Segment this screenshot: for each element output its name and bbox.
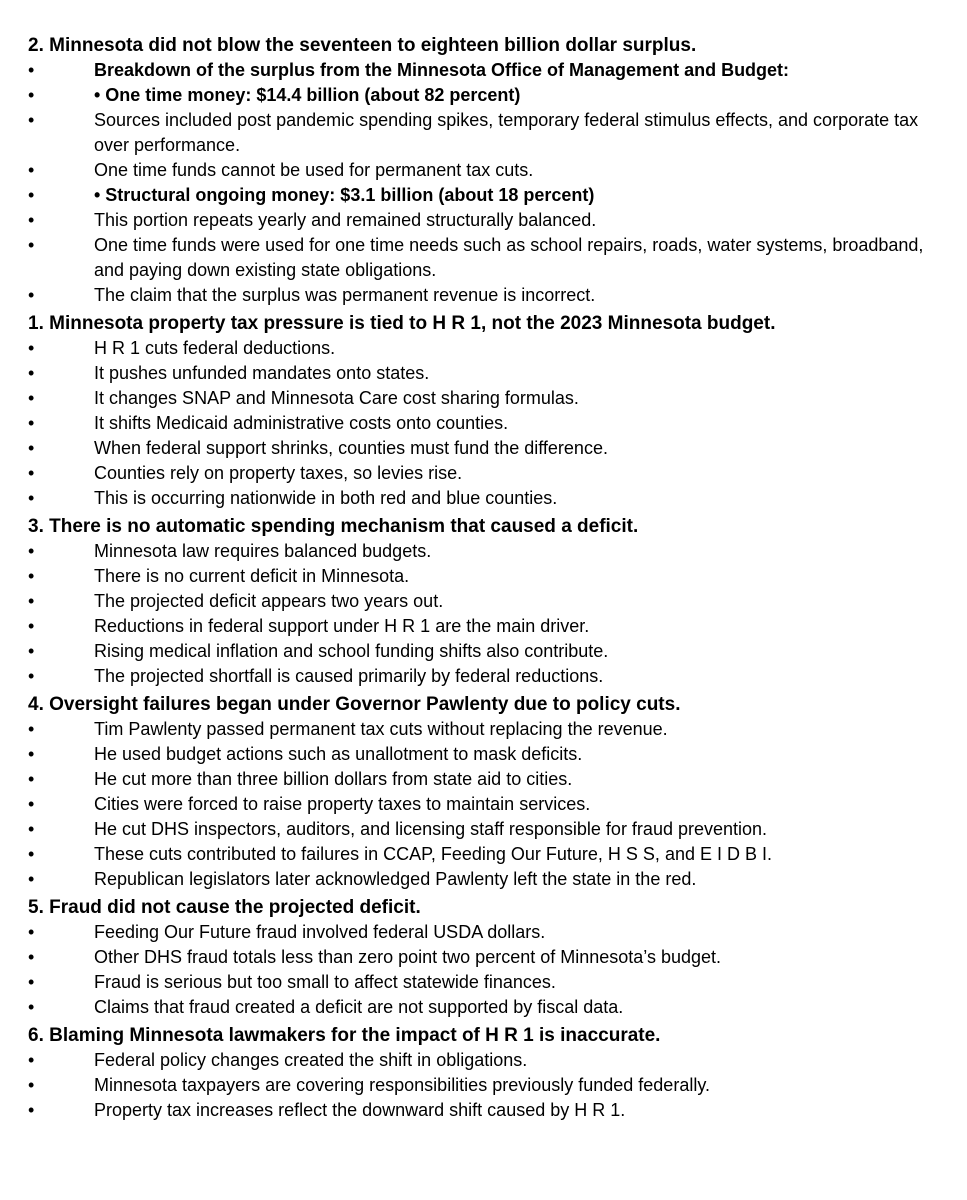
bullet-icon: • <box>28 110 35 130</box>
bullet-icon: • <box>28 285 35 305</box>
bullet-text: • Structural ongoing money: $3.1 billion (about 18 percent) <box>94 185 595 205</box>
bullet-item <box>28 208 948 233</box>
section-heading: 1. Minnesota property tax pressure is tied to H R 1, not the 2023 Minnesota budget. <box>28 313 776 334</box>
bullet-icon: • <box>28 566 35 586</box>
bullet-item <box>28 614 948 639</box>
bullet-icon: • <box>28 413 35 433</box>
bullet-icon: • <box>28 844 35 864</box>
bullet-item <box>28 58 948 83</box>
bullet-icon: • <box>28 488 35 508</box>
bullet-item <box>28 233 948 283</box>
bullet-item <box>28 283 948 308</box>
bullet-icon: • <box>28 463 35 483</box>
bullet-item <box>28 639 948 664</box>
bullet-icon: • <box>28 997 35 1017</box>
bullet-item <box>28 767 948 792</box>
bullet-text: Claims that fraud created a deficit are not supported by fiscal data. <box>94 997 624 1017</box>
bullet-item <box>28 83 948 108</box>
bullet-item <box>28 539 948 564</box>
bullet-item <box>28 664 948 689</box>
section <box>28 1023 948 1123</box>
bullet-item <box>28 158 948 183</box>
bullet-icon: • <box>28 541 35 561</box>
bullet-item <box>28 486 948 511</box>
bullet-text: • One time money: $14.4 billion (about 82 percent) <box>94 85 521 105</box>
bullet-text: The claim that the surplus was permanent revenue is incorrect. <box>94 285 596 305</box>
bullet-item <box>28 945 948 970</box>
bullet-item <box>28 108 948 158</box>
bullet-text: One time funds were used for one time needs such as school repairs, roads, water systems, broadband, and paying down existing state obligations. <box>94 235 924 280</box>
bullet-icon: • <box>28 769 35 789</box>
bullet-icon: • <box>28 972 35 992</box>
section <box>28 895 948 1020</box>
bullet-item <box>28 183 948 208</box>
bullet-text: It shifts Medicaid administrative costs onto counties. <box>94 413 509 433</box>
bullet-text: Rising medical inflation and school funding shifts also contribute. <box>94 641 609 661</box>
bullet-icon: • <box>28 85 35 105</box>
section-heading: 6. Blaming Minnesota lawmakers for the impact of H R 1 is inaccurate. <box>28 1025 661 1046</box>
bullet-item <box>28 1048 948 1073</box>
bullet-text: Other DHS fraud totals less than zero point two percent of Minnesota’s budget. <box>94 947 722 967</box>
bullet-text: Cities were forced to raise property taxes to maintain services. <box>94 794 591 814</box>
bullet-icon: • <box>28 1100 35 1120</box>
bullet-text: These cuts contributed to failures in CCAP, Feeding Our Future, H S S, and E I D B I. <box>94 844 772 864</box>
bullet-text: When federal support shrinks, counties must fund the difference. <box>94 438 608 458</box>
bullet-icon: • <box>28 922 35 942</box>
bullet-text: He cut DHS inspectors, auditors, and licensing staff responsible for fraud prevention. <box>94 819 768 839</box>
bullet-icon: • <box>28 363 35 383</box>
bullet-icon: • <box>28 819 35 839</box>
bullet-item <box>28 564 948 589</box>
section <box>28 514 948 689</box>
section <box>28 692 948 892</box>
bullet-text: It changes SNAP and Minnesota Care cost sharing formulas. <box>94 388 579 408</box>
section-heading: 3. There is no automatic spending mechanism that caused a deficit. <box>28 516 639 537</box>
bullet-icon: • <box>28 60 35 80</box>
bullet-icon: • <box>28 719 35 739</box>
bullet-item <box>28 717 948 742</box>
bullet-icon: • <box>28 591 35 611</box>
bullet-item <box>28 436 948 461</box>
bullet-item <box>28 589 948 614</box>
bullet-text: He cut more than three billion dollars from state aid to cities. <box>94 769 573 789</box>
bullet-item <box>28 867 948 892</box>
bullet-item <box>28 970 948 995</box>
bullet-text: Minnesota law requires balanced budgets. <box>94 541 432 561</box>
bullet-icon: • <box>28 641 35 661</box>
bullet-text: Breakdown of the surplus from the Minnesota Office of Management and Budget: <box>94 60 790 80</box>
bullet-text: He used budget actions such as unallotment to mask deficits. <box>94 744 583 764</box>
bullet-icon: • <box>28 210 35 230</box>
section-heading: 2. Minnesota did not blow the seventeen to eighteen billion dollar surplus. <box>28 35 697 56</box>
bullet-item <box>28 461 948 486</box>
bullet-text: It pushes unfunded mandates onto states. <box>94 363 430 383</box>
bullet-icon: • <box>28 616 35 636</box>
section-heading: 5. Fraud did not cause the projected deficit. <box>28 897 421 918</box>
bullet-item <box>28 920 948 945</box>
bullet-text: Sources included post pandemic spending spikes, temporary federal stimulus effects, and corporate tax over performance. <box>94 110 919 155</box>
bullet-item <box>28 361 948 386</box>
bullet-text: Tim Pawlenty passed permanent tax cuts without replacing the revenue. <box>94 719 668 739</box>
bullet-text: Feeding Our Future fraud involved federal USDA dollars. <box>94 922 546 942</box>
bullet-item <box>28 817 948 842</box>
bullet-item <box>28 386 948 411</box>
bullet-text: The projected shortfall is caused primarily by federal reductions. <box>94 666 604 686</box>
bullet-icon: • <box>28 869 35 889</box>
bullet-icon: • <box>28 666 35 686</box>
bullet-icon: • <box>28 438 35 458</box>
bullet-text: Reductions in federal support under H R 1 are the main driver. <box>94 616 590 636</box>
bullet-text: Property tax increases reflect the downward shift caused by H R 1. <box>94 1100 626 1120</box>
bullet-icon: • <box>28 160 35 180</box>
bullet-icon: • <box>28 235 35 255</box>
bullet-text: This is occurring nationwide in both red and blue counties. <box>94 488 558 508</box>
bullet-text: This portion repeats yearly and remained structurally balanced. <box>94 210 597 230</box>
bullet-icon: • <box>28 388 35 408</box>
bullet-item <box>28 411 948 436</box>
bullet-icon: • <box>28 947 35 967</box>
section <box>28 33 948 308</box>
bullet-item <box>28 742 948 767</box>
bullet-item <box>28 1098 948 1123</box>
bullet-text: Republican legislators later acknowledged Pawlenty left the state in the red. <box>94 869 697 889</box>
bullet-icon: • <box>28 1075 35 1095</box>
bullet-text: Minnesota taxpayers are covering responsibilities previously funded federally. <box>94 1075 710 1095</box>
bullet-icon: • <box>28 1050 35 1070</box>
bullet-text: One time funds cannot be used for permanent tax cuts. <box>94 160 534 180</box>
bullet-item <box>28 792 948 817</box>
bullet-icon: • <box>28 338 35 358</box>
bullet-item <box>28 336 948 361</box>
bullet-text: Fraud is serious but too small to affect statewide finances. <box>94 972 556 992</box>
bullet-text: The projected deficit appears two years out. <box>94 591 444 611</box>
bullet-text: H R 1 cuts federal deductions. <box>94 338 336 358</box>
bullet-item <box>28 842 948 867</box>
section <box>28 311 948 511</box>
bullet-item <box>28 995 948 1020</box>
bullet-icon: • <box>28 794 35 814</box>
bullet-icon: • <box>28 744 35 764</box>
bullet-text: There is no current deficit in Minnesota. <box>94 566 410 586</box>
bullet-text: Counties rely on property taxes, so levies rise. <box>94 463 463 483</box>
bullet-icon: • <box>28 185 35 205</box>
section-heading: 4. Oversight failures began under Governor Pawlenty due to policy cuts. <box>28 694 681 715</box>
bullet-item <box>28 1073 948 1098</box>
bullet-text: Federal policy changes created the shift in obligations. <box>94 1050 528 1070</box>
